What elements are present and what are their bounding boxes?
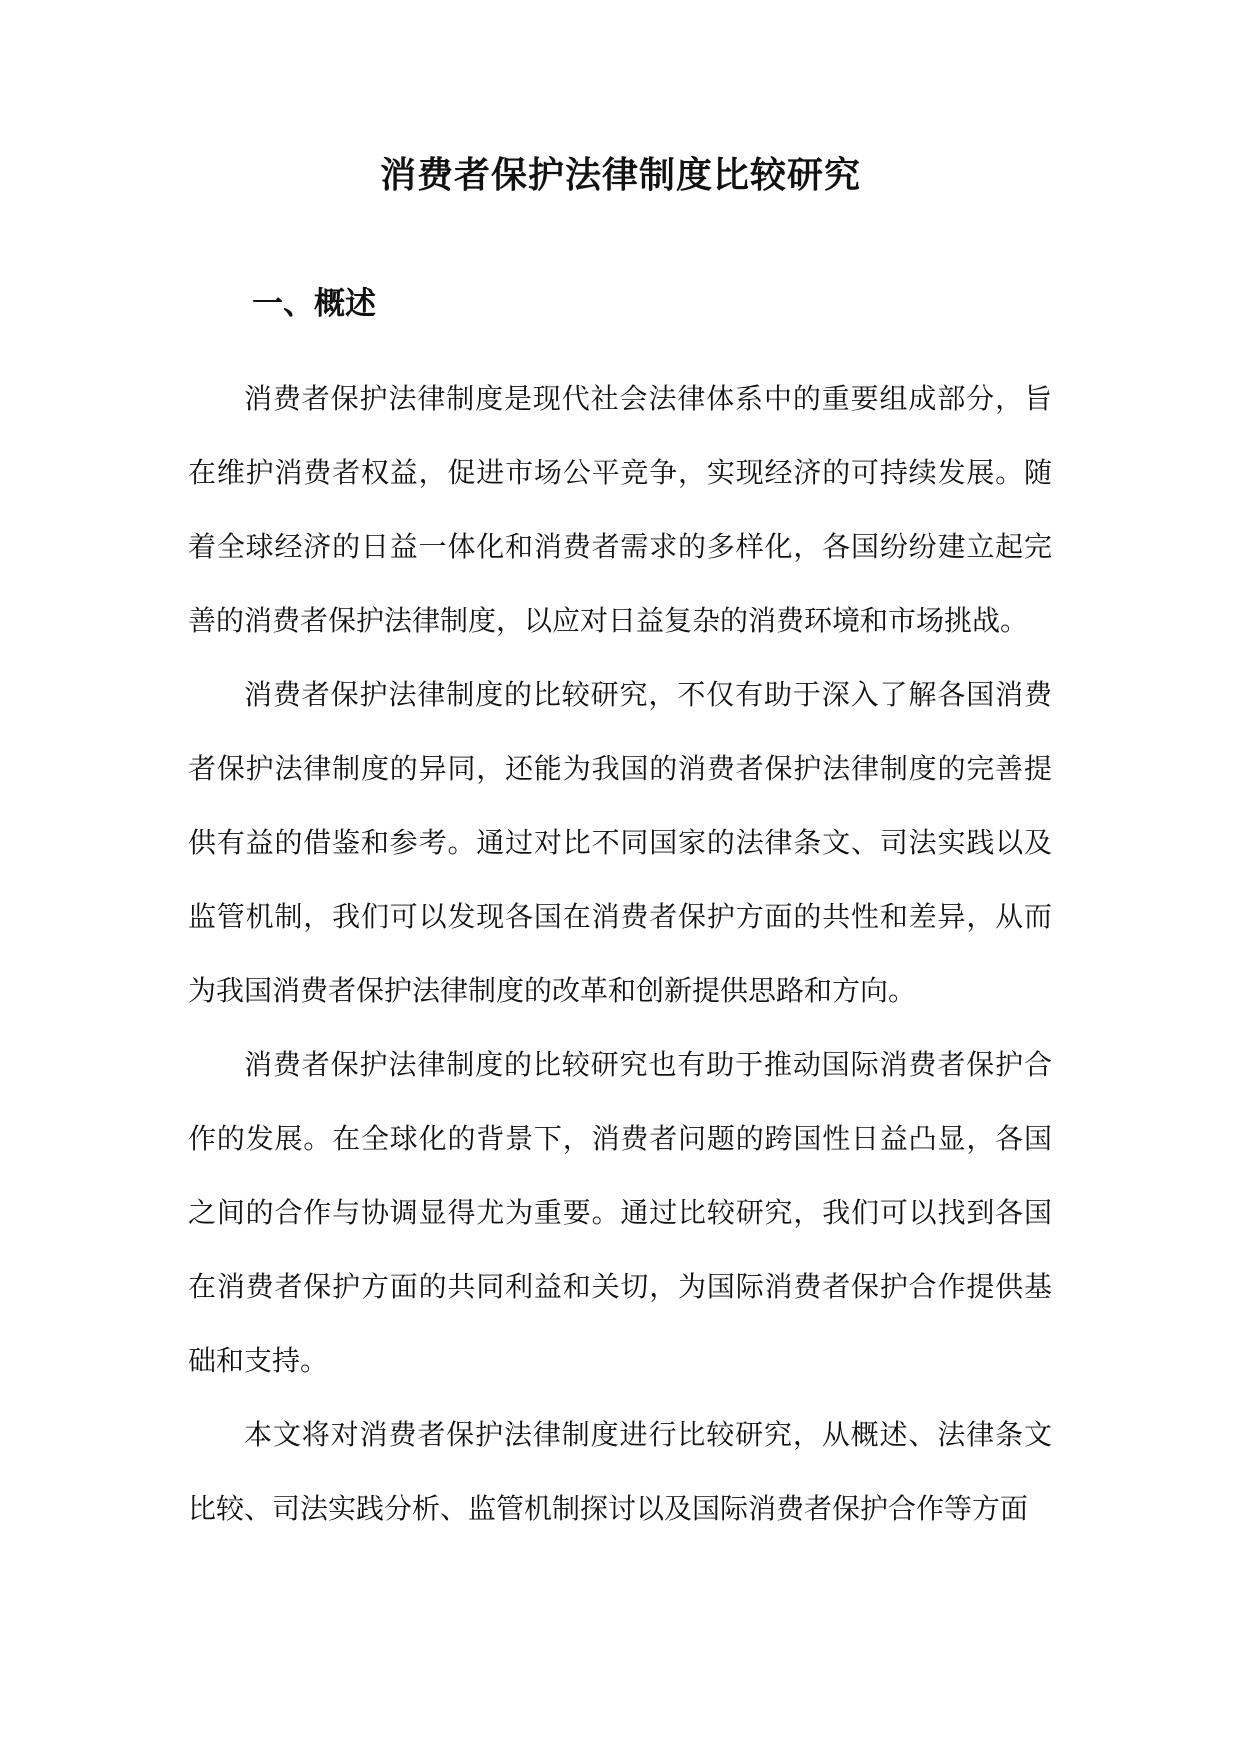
- body-paragraph: 消费者保护法律制度是现代社会法律体系中的重要组成部分，旨在维护消费者权益，促进市场公平竞争，实现经济的可持续发展。随着全球经济的日益一体化和消费者需求的多样化，各国纷纷建立起完善的消费者保护法律制度，以应对日益复杂的消费环境和市场挑战。: [188, 382, 1052, 637]
- body-paragraph: 消费者保护法律制度的比较研究也有助于推动国际消费者保护合作的发展。在全球化的背景下，消费者问题的跨国性日益凸显，各国之间的合作与协调显得尤为重要。通过比较研究，我们可以找到各国在消费者保护方面的共同利益和关切，为国际消费者保护合作提供基础和支持。: [188, 1048, 1052, 1377]
- document-body: [188, 362, 1052, 1546]
- body-paragraph: 消费者保护法律制度的比较研究，不仅有助于深入了解各国消费者保护法律制度的异同，还能为我国的消费者保护法律制度的完善提供有益的借鉴和参考。通过对比不同国家的法律条文、司法实践以及监管机制，我们可以发现各国在消费者保护方面的共性和差异，从而为我国消费者保护法律制度的改革和创新提供思路和方向。: [188, 678, 1052, 1007]
- body-paragraph: 本文将对消费者保护法律制度进行比较研究，从概述、法律条文比较、司法实践分析、监管机制探讨以及国际消费者保护合作等方面: [188, 1418, 1052, 1525]
- section-heading: 一、概述: [252, 286, 376, 322]
- document-title: 消费者保护法律制度比较研究: [379, 154, 861, 196]
